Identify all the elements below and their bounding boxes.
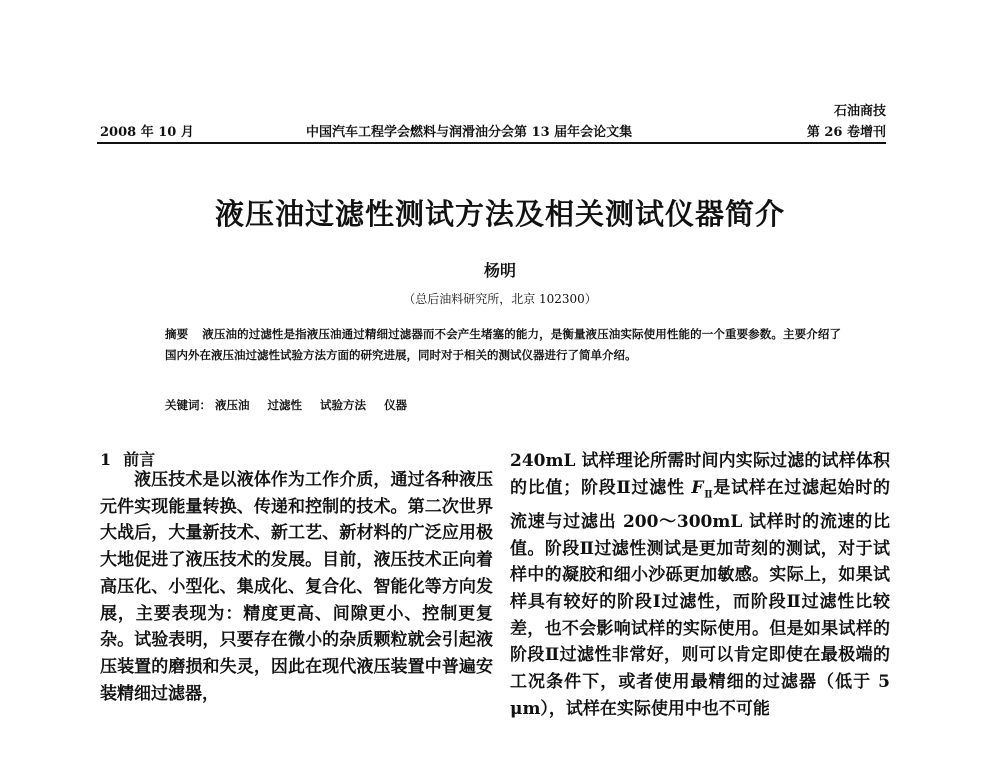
section-title: 前言 — [123, 450, 156, 469]
keyword: 液压油 — [215, 398, 250, 412]
body-text: 240mL 试样理论所需时间内实际过滤的试样体积的比值；阶段Ⅱ过滤性 — [510, 451, 890, 498]
right-column — [510, 448, 890, 722]
affiliation: （总后油料研究所，北京 102300） — [403, 292, 597, 306]
header-date: 2008 年 10 月 — [100, 125, 194, 140]
abstract-text: 液压油的过滤性是指液压油通过精细过滤器而不会产生堵塞的能力，是衡量液压油实际使用性能的一个重要参数。主要介绍了国内外在液压油过滤性试验方法方面的研究进展，同时对于相关的测试仪器进行了简单介绍。 — [165, 327, 841, 362]
header-conference: 中国汽车工程学会燃料与润滑油分会第 13 届年会论文集 — [306, 125, 633, 140]
header-issue: 第 26 卷增刊 — [806, 125, 886, 140]
keyword: 过滤性 — [267, 398, 303, 412]
abstract — [165, 324, 841, 366]
filterability-symbol: F — [691, 477, 704, 498]
keyword: 试验方法 — [320, 398, 367, 412]
section-number: 1 — [100, 450, 112, 469]
left-column — [100, 467, 493, 707]
keywords — [165, 397, 421, 413]
keyword: 仪器 — [384, 398, 408, 412]
filterability-subscript: Ⅱ — [703, 489, 714, 501]
keywords-label: 关键词： — [165, 398, 211, 412]
header-journal-name: 石油商技 — [833, 104, 886, 119]
header-rule — [97, 142, 886, 144]
body-paragraph: 液压技术是以液体作为工作介质，通过各种液压元件实现能量转换、传递和控制的技术。第二次世界大战后，大量新技术、新工艺、新材料的广泛应用极大地促进了液压技术的发展。目前，液压技术正向着高压化、小型化、集成化、复合化、智能化等方向发展，主要表现为：精度更高、间隙更小、控制更复杂。试验表明，只要存在微小的杂质颗粒就会引起液压装置的磨损和失灵，因此在现代液压装置中普遍安装精细过滤器， — [100, 470, 493, 704]
abstract-label: 摘要 — [165, 327, 189, 341]
body-text: 是试样在过滤起始时的流速与过滤出 200～300mL 试样时的流速的比值。阶段Ⅱ过滤性测试是更加苛刻的测试，对于试样中的凝胶和细小沙砾更加敏感。实际上，如果试样具有较好的阶段Ⅰ过滤性，而阶段Ⅱ过滤性比较差，也不会影响试样的实际使用。但是如果试样的阶段Ⅱ过滤性非常好，则可以肯定即使在最极端的工况条件下，或者使用最精细的过滤器（低于 5 μm），试样在实际使用中也不可能 — [510, 477, 891, 719]
author: 杨明 — [483, 261, 516, 280]
paper-title: 液压油过滤性测试方法及相关测试仪器简介 — [214, 197, 785, 231]
